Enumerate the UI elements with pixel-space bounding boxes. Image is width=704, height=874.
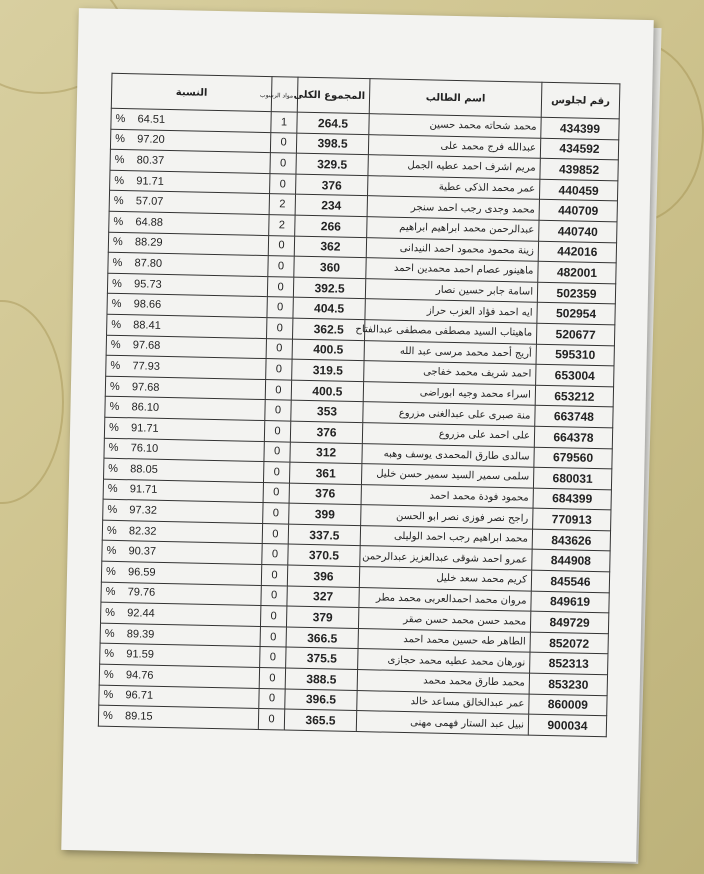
percentage-value: 90.37 — [128, 545, 157, 559]
percentage-value: 98.66 — [133, 298, 162, 312]
seat-number-cell: 860009 — [529, 694, 607, 716]
total-score-cell: 329.5 — [296, 153, 368, 175]
percentage-value: 64.88 — [135, 216, 164, 229]
header-failed-subjects: مواد الرسوب — [271, 77, 298, 113]
percentage-value: 97.68 — [131, 380, 160, 394]
seat-number-cell: 439852 — [540, 158, 618, 180]
student-name-cell: عمرو احمد شوقى عبدالعزيز عبدالرحمن — [360, 546, 532, 570]
percent-sign: % — [105, 565, 116, 578]
percentage-value: 97.32 — [129, 504, 158, 517]
student-name-cell: محمد حسن محمد حسن صقر — [358, 608, 530, 632]
failed-subjects-cell: 0 — [264, 441, 290, 462]
seat-number-cell: 653004 — [536, 364, 614, 386]
percentage-value: 97.68 — [132, 339, 161, 353]
total-score-cell: 392.5 — [293, 277, 365, 299]
seat-number-cell: 849619 — [531, 591, 609, 613]
student-name-cell: زينة محمود محمود احمد النيدانى — [366, 237, 538, 261]
seat-number-cell: 844908 — [532, 550, 610, 572]
seat-number-cell: 845546 — [531, 570, 609, 592]
percentage-value: 92.44 — [127, 607, 155, 620]
seat-number-cell: 653212 — [535, 385, 613, 407]
percentage-value: 80.37 — [136, 154, 165, 167]
percentage-value: 79.76 — [127, 586, 156, 600]
student-name-cell: عبدالرحمن محمد ابراهيم ابراهيم — [367, 217, 539, 241]
total-score-cell: 399 — [289, 503, 361, 525]
table-body — [98, 108, 619, 736]
failed-subjects-cell: 0 — [266, 338, 292, 359]
failed-subjects-cell: 0 — [259, 688, 285, 709]
total-score-cell: 376 — [289, 483, 361, 505]
total-score-cell: 376 — [296, 174, 368, 196]
failed-subjects-cell: 0 — [267, 297, 293, 318]
percentage-value: 96.59 — [127, 566, 156, 579]
student-name-cell: محمد ابراهيم رجب احمد الوليلى — [360, 525, 532, 549]
student-name-cell: سلمى سمير السيد سمير حسن خليل — [361, 464, 533, 488]
seat-number-cell: 852313 — [530, 653, 608, 675]
percent-sign: % — [114, 174, 125, 187]
seat-number-cell: 843626 — [532, 529, 610, 551]
failed-subjects-cell: 0 — [268, 235, 294, 256]
percent-sign: % — [115, 112, 126, 125]
total-score-cell: 396 — [287, 565, 359, 587]
total-score-cell: 362 — [294, 236, 366, 258]
percentage-value: 89.39 — [126, 627, 155, 641]
student-name-cell: كريم محمد سعد خليل — [359, 567, 531, 591]
percentage-value: 64.51 — [137, 113, 166, 126]
seat-number-cell: 595310 — [536, 344, 614, 366]
percent-sign: % — [113, 195, 124, 208]
student-name-cell: نورهان محمد عطيه محمد حجازى — [358, 649, 530, 673]
results-table — [98, 73, 621, 737]
seat-number-cell: 853230 — [529, 673, 607, 695]
percent-sign: % — [104, 647, 115, 661]
total-score-cell: 365.5 — [284, 709, 356, 731]
percent-sign: % — [106, 545, 117, 558]
failed-subjects-cell: 0 — [260, 606, 286, 627]
failed-subjects-cell: 0 — [260, 626, 286, 647]
student-name-cell: مروان محمد احمدالعربى محمد مطر — [359, 587, 531, 611]
percentage-value: 57.07 — [135, 195, 164, 209]
percentage-value: 91.59 — [126, 648, 155, 662]
percent-sign: % — [112, 236, 123, 249]
total-score-cell: 353 — [291, 400, 363, 422]
total-score-cell: 266 — [295, 215, 367, 237]
seat-number-cell: 440740 — [539, 220, 617, 242]
total-score-cell: 396.5 — [285, 689, 357, 711]
total-score-cell: 370.5 — [288, 545, 360, 567]
student-name-cell: سالدى طارق المحمدى يوسف وهبه — [362, 443, 534, 467]
percent-sign: % — [114, 153, 125, 167]
percent-sign: % — [103, 668, 114, 681]
percent-sign: % — [103, 689, 114, 702]
failed-subjects-cell: 0 — [270, 173, 296, 194]
percentage-value: 86.10 — [131, 401, 160, 414]
student-name-cell: راجح نصر فوزى نصر ابو الحسن — [361, 505, 533, 529]
seat-number-cell: 664378 — [534, 426, 612, 448]
background-pattern — [0, 300, 64, 504]
seat-number-cell: 770913 — [533, 508, 611, 530]
total-score-cell: 376 — [290, 421, 362, 443]
seat-number-cell: 663748 — [535, 406, 613, 428]
total-score-cell: 366.5 — [286, 627, 358, 649]
student-name-cell: على احمد على مزروع — [362, 423, 534, 447]
student-name-cell: عمر محمد الذكى عطية — [368, 175, 540, 199]
total-score-cell: 337.5 — [288, 524, 360, 546]
percentage-value: 88.29 — [134, 236, 163, 250]
percent-sign: % — [108, 442, 119, 455]
seat-number-cell: 680031 — [533, 467, 611, 489]
student-name-cell: مريم اشرف احمد عطيه الجمل — [368, 155, 540, 179]
total-score-cell: 388.5 — [285, 668, 357, 690]
student-name-cell: محمود فودة محمد احمد — [361, 484, 533, 508]
seat-number-cell: 434399 — [541, 117, 619, 139]
failed-subjects-cell: 2 — [269, 194, 295, 215]
student-name-cell: أريج أحمد محمد مرسى عبد الله — [364, 340, 536, 364]
percentage-value: 96.71 — [125, 689, 154, 703]
total-score-cell: 312 — [290, 442, 362, 464]
percent-sign: % — [107, 503, 118, 517]
failed-subjects-cell: 0 — [264, 420, 290, 441]
seat-number-cell: 849729 — [530, 611, 608, 633]
student-name-cell: اسامة جابر حسين نصار — [365, 278, 537, 302]
percent-sign: % — [109, 400, 120, 414]
student-name-cell: اسراء محمد وجيه ابوراضى — [363, 381, 535, 405]
percent-sign: % — [111, 318, 122, 331]
student-name-cell: عبدالله فرج محمد على — [368, 134, 540, 158]
percent-sign: % — [108, 421, 120, 434]
failed-subjects-cell: 0 — [259, 668, 285, 689]
total-score-cell: 360 — [294, 256, 366, 278]
failed-subjects-cell: 0 — [260, 647, 286, 668]
student-name-cell: ماهيتاب السيد مصطفى مصطفى عبدالفتاح — [364, 320, 536, 344]
percentage-value: 89.15 — [124, 710, 153, 723]
student-name-cell: عمر عبدالخالق مساعد خالد — [357, 690, 529, 714]
failed-subjects-cell: 0 — [267, 318, 293, 339]
percent-sign: % — [102, 709, 113, 722]
failed-subjects-cell: 0 — [265, 379, 291, 400]
failed-subjects-cell: 0 — [263, 482, 289, 503]
seat-number-cell: 440709 — [539, 200, 617, 222]
percentage-value: 91.71 — [136, 174, 164, 188]
total-score-cell: 404.5 — [293, 297, 365, 319]
failed-subjects-cell: 0 — [261, 565, 287, 586]
percentage-value: 97.20 — [137, 133, 165, 147]
student-name-cell: الطاهر طه حسين محمد احمد — [358, 628, 530, 652]
seat-number-cell: 852072 — [530, 632, 608, 654]
percentage-value: 82.32 — [128, 524, 157, 538]
student-name-cell: محمد وجدى رجب احمد سنجر — [367, 196, 539, 220]
percentage-value: 91.71 — [129, 483, 158, 497]
percent-sign: % — [110, 359, 121, 372]
total-score-cell: 264.5 — [297, 112, 369, 134]
percent-sign: % — [109, 380, 120, 393]
total-score-cell: 327 — [287, 586, 359, 608]
total-score-cell: 319.5 — [292, 359, 364, 381]
percent-sign: % — [112, 256, 123, 269]
failed-subjects-cell: 0 — [262, 544, 288, 565]
student-name-cell: نبيل عبد الستار فهمى مهنى — [356, 711, 528, 735]
total-score-cell: 234 — [295, 195, 367, 217]
seat-number-cell: 482001 — [538, 261, 616, 283]
percent-sign: % — [105, 586, 116, 599]
seat-number-cell: 684399 — [533, 488, 611, 510]
failed-subjects-cell: 2 — [269, 215, 295, 236]
seat-number-cell: 520677 — [536, 323, 614, 345]
header-percentage: النسبة — [111, 73, 272, 111]
failed-subjects-cell: 0 — [267, 276, 293, 297]
results-sheet — [61, 8, 654, 862]
total-score-cell: 361 — [289, 462, 361, 484]
student-name-cell: محمد طارق محمد محمد — [357, 670, 529, 694]
total-score-cell: 400.5 — [292, 339, 364, 361]
percentage-value: 94.76 — [125, 669, 154, 682]
percent-sign: % — [115, 133, 126, 146]
seat-number-cell: 502359 — [537, 282, 615, 304]
percent-sign: % — [104, 627, 115, 640]
percent-sign: % — [107, 483, 118, 496]
failed-subjects-cell: 0 — [258, 709, 284, 730]
header-student-name: اسم الطالب — [369, 79, 542, 118]
percent-sign: % — [111, 277, 123, 290]
seat-number-cell: 502954 — [537, 303, 615, 325]
student-name-cell: ماهينور عصام احمد محمدين احمد — [366, 258, 538, 282]
student-name-cell: منة صبرى على عبدالغنى مزروع — [363, 402, 535, 426]
percentage-value: 77.93 — [132, 360, 161, 373]
percentage-value: 76.10 — [130, 442, 159, 456]
percentage-value: 91.71 — [130, 421, 159, 435]
seat-number-cell: 679560 — [534, 447, 612, 469]
failed-subjects-cell: 0 — [263, 503, 289, 524]
failed-subjects-cell: 0 — [263, 462, 289, 483]
failed-subjects-cell: 0 — [262, 523, 288, 544]
total-score-cell: 400.5 — [291, 380, 363, 402]
failed-subjects-cell: 1 — [271, 112, 297, 133]
percentage-value: 87.80 — [134, 257, 163, 270]
percentage-value: 88.41 — [133, 319, 161, 332]
failed-subjects-cell: 0 — [270, 153, 296, 174]
student-name-cell: ايه احمد فؤاد العزب حراز — [365, 299, 537, 323]
percent-sign: % — [110, 339, 121, 352]
seat-number-cell: 900034 — [528, 714, 606, 736]
percent-sign: % — [113, 215, 124, 228]
failed-subjects-cell: 0 — [270, 132, 296, 153]
student-name-cell: محمد شحاته محمد حسين — [369, 114, 541, 138]
total-score-cell: 375.5 — [286, 647, 358, 669]
percent-sign: % — [108, 462, 119, 475]
percentage-value: 88.05 — [130, 463, 158, 476]
percent-sign: % — [111, 297, 122, 311]
seat-number-cell: 440459 — [539, 179, 617, 201]
percent-sign: % — [106, 524, 117, 537]
percent-sign: % — [105, 606, 116, 620]
header-seat-number: رقم لجلوس — [541, 82, 620, 119]
total-score-cell: 379 — [286, 606, 358, 628]
student-name-cell: احمد شريف محمد خفاجى — [364, 361, 536, 385]
percentage-cell — [98, 705, 258, 729]
percentage-value: 95.73 — [133, 277, 162, 291]
seat-number-cell: 442016 — [538, 241, 616, 263]
failed-subjects-cell: 0 — [268, 256, 294, 277]
total-score-cell: 398.5 — [296, 133, 368, 155]
failed-subjects-cell: 0 — [266, 359, 292, 380]
header-total: المجموع الكلى — [297, 77, 370, 114]
total-score-cell: 362.5 — [293, 318, 365, 340]
failed-subjects-cell: 0 — [261, 585, 287, 606]
failed-subjects-cell: 0 — [265, 400, 291, 421]
seat-number-cell: 434592 — [540, 138, 618, 160]
